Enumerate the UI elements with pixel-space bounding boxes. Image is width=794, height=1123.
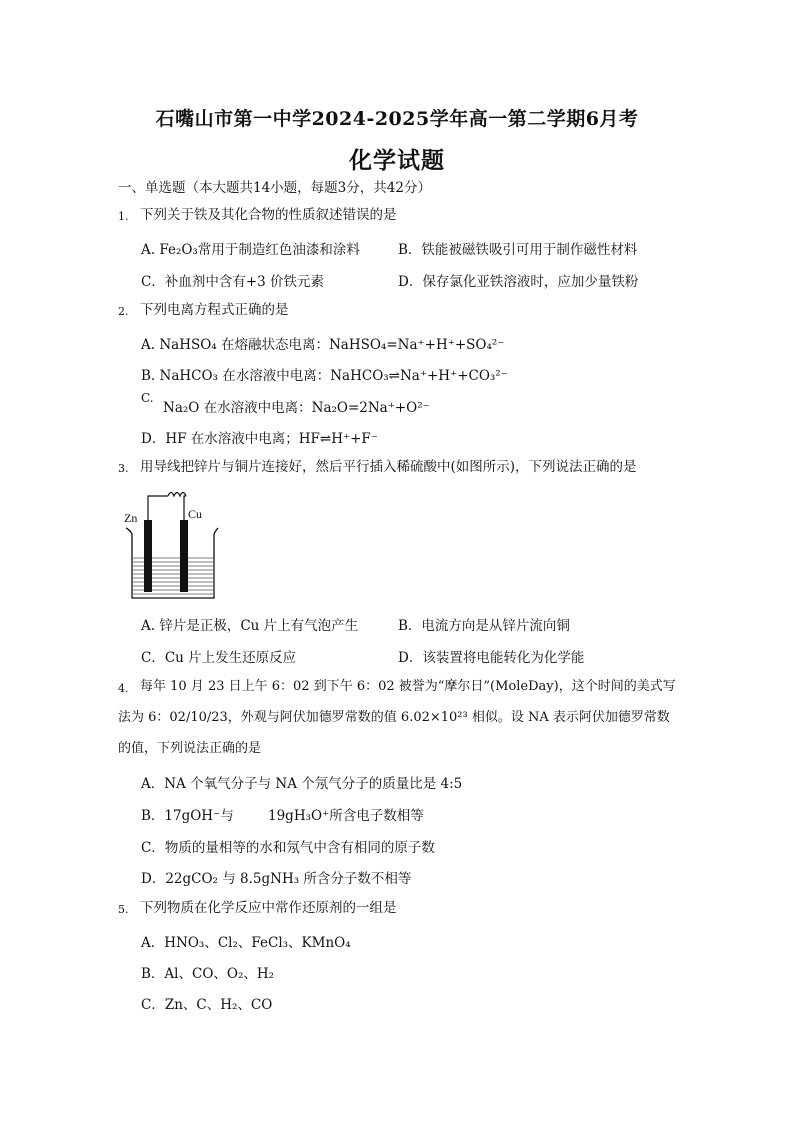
- option-c-letter: C.: [141, 391, 154, 405]
- option-c: C．补血剂中含有+3 价铁元素: [141, 274, 325, 290]
- question-number: 1.: [118, 210, 129, 223]
- option-b: B. NaHCO₃ 在水溶液中电离：NaHCO₃⇌Na⁺+H⁺+CO₃²⁻: [141, 368, 508, 384]
- wire-left: [148, 496, 168, 520]
- question-number: 4.: [118, 682, 129, 695]
- wire-coil: [168, 493, 186, 497]
- question-stem-line: 每年 10 月 23 日上午 6：02 到下午 6：02 被誉为“摩尔日”(MoleDay)，这个时间的美式写: [140, 679, 676, 694]
- question-stem: 用导线把锌片与铜片连接好，然后平行插入稀硫酸中(如图所示)，下列说法正确的是: [140, 459, 637, 475]
- galvanic-cell-diagram: [124, 486, 220, 602]
- question-number: 2.: [118, 305, 129, 318]
- question-stem: 下列电离方程式正确的是: [140, 302, 289, 318]
- option-b: B．铁能被磁铁吸引可用于制作磁性材料: [398, 242, 638, 258]
- beaker: [126, 528, 218, 598]
- question-stem: 下列关于铁及其化合物的性质叙述错误的是: [140, 207, 397, 223]
- option-c: C．Zn、C、H₂、CO: [141, 997, 273, 1013]
- exam-title: 石嘴山市第一中学2024-2025学年高一第二学期6月考: [155, 108, 639, 130]
- question-stem: 下列物质在化学反应中常作还原剂的一组是: [140, 900, 397, 916]
- option-c: C．物质的量相等的水和氖气中含有相同的原子数: [141, 840, 435, 856]
- option-d: D．保存氯化亚铁溶液时，应加少量铁粉: [398, 274, 639, 290]
- zinc-electrode: [144, 520, 152, 592]
- option-d: D．22gCO₂ 与 8.5gNH₃ 所含分子数不相等: [141, 871, 412, 887]
- option-a: A. Fe₂O₃常用于制造红色油漆和涂料: [141, 242, 360, 258]
- option-d: D．HF 在水溶液中电离；HF⇌H⁺+F⁻: [141, 431, 378, 447]
- option-a: A．HNO₃、Cl₂、FeCl₃、KMnO₄: [141, 935, 351, 951]
- option-c: Na₂O 在水溶液中电离：Na₂O=2Na⁺+O²⁻: [163, 400, 430, 416]
- section-heading: 一、单选题（本大题共14小题，每题3分，共42分）: [118, 180, 431, 196]
- option-b: B．Al、CO、O₂、H₂: [141, 966, 275, 982]
- question-stem-line: 的值，下列说法正确的是: [118, 741, 262, 756]
- option-d: D．该装置将电能转化为化学能: [398, 650, 585, 666]
- option-a: A. NaHSO₄ 在熔融状态电离：NaHSO₄=Na⁺+H⁺+SO₄²⁻: [141, 337, 505, 353]
- copper-electrode: [180, 520, 188, 592]
- cu-label: Cu: [188, 507, 203, 521]
- wire-right: [184, 496, 186, 520]
- question-number: 5.: [118, 903, 129, 916]
- option-b: B．电流方向是从锌片流向铜: [398, 618, 570, 634]
- option-c: C．Cu 片上发生还原反应: [141, 650, 297, 666]
- zn-label: Zn: [124, 511, 138, 525]
- exam-subtitle: 化学试题: [349, 147, 445, 174]
- question-stem-line: 法为 6：02/10/23，外观与阿伏加德罗常数的值 6.02×10²³ 相似。设 NA 表示阿伏加德罗常数: [118, 710, 670, 725]
- option-b: B．17gOH⁻与: [141, 808, 234, 824]
- option-b-continued: 19gH₃O⁺所含电子数相等: [268, 808, 424, 824]
- question-number: 3.: [118, 462, 129, 475]
- option-a: A．NA 个氧气分子与 NA 个氖气分子的质量比是 4:5: [141, 776, 463, 792]
- option-a: A. 锌片是正极，Cu 片上有气泡产生: [141, 618, 359, 634]
